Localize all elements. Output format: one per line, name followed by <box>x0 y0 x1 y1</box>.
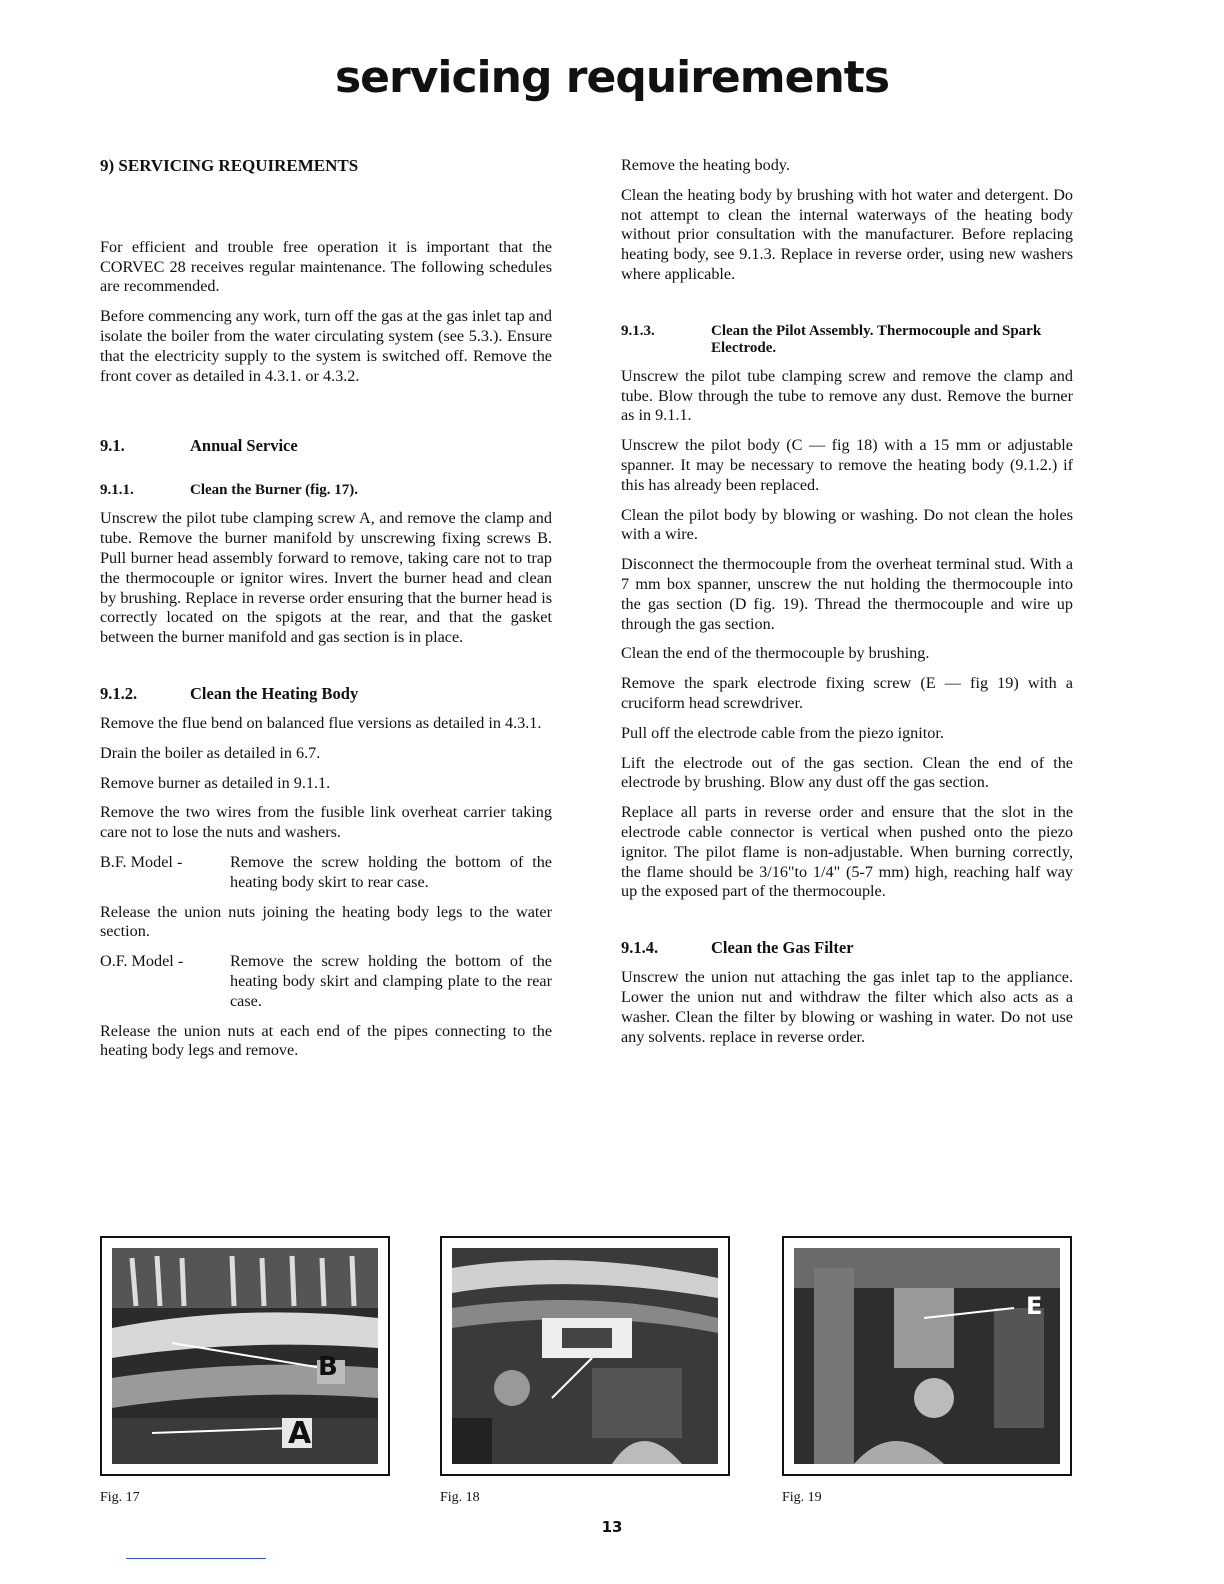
figure-17-photo <box>112 1248 378 1464</box>
gas-filter-paragraph: Unscrew the union nut attaching the gas inlet tap to the appliance. Lower the union nut and withdraw the filter which also acts as a washer. Clean the filter by blowing or washing in water. Do not use any solvents. replace in reverse order. <box>621 968 1073 1046</box>
pilot-step: Unscrew the pilot body (C — fig 18) with a 15 mm or adjustable spanner. It may be necessary to remove the heating body (9.1.2.) if this has already been replaced. <box>621 436 1073 494</box>
marker-e: E <box>1026 1292 1043 1320</box>
section-title: Annual Service <box>190 436 298 456</box>
pilot-step: Lift the electrode out of the gas section. Clean the end of the electrode by brushing. Blow any dust off the gas section. <box>621 753 1073 792</box>
model-label: O.F. Model - <box>100 952 184 971</box>
pilot-step: Pull off the electrode cable from the piezo ignitor. <box>621 723 944 742</box>
section-number: 9.1.3. <box>621 322 655 339</box>
figure-17 <box>100 1236 390 1476</box>
intro-paragraph: For efficient and trouble free operation it is important that the CORVEC 28 receives regular maintenance. The following schedules are recommended. <box>100 237 552 296</box>
pilot-step: Clean the end of the thermocouple by brushing. <box>621 644 930 663</box>
heating-body-step: Drain the boiler as detailed in 6.7. <box>100 743 321 762</box>
pilot-step: Disconnect the thermocouple from the overheat terminal stud. With a 7 mm box spanner, unscrew the nut holding the thermocouple into the gas section (D fig. 19). Thread the thermocouple and wire up through the gas section. <box>621 555 1073 633</box>
of-model-note <box>100 952 552 1011</box>
section-number: 9.1.2. <box>100 683 138 703</box>
precaution-paragraph: Before commencing any work, turn off the gas at the gas inlet tap and isolate the boiler from the water circulating system (see 5.3.). Ensure that the electricity supply to the system is switched off. Remove the front cover as detailed in 4.3.1. or 4.3.2. <box>100 307 552 385</box>
section-title: Clean the Burner (fig. 17). <box>190 482 359 499</box>
figure-18-photo <box>452 1248 718 1464</box>
section-number: 9.1. <box>100 436 125 456</box>
footer-rule <box>126 1558 266 1559</box>
heating-body-step: Remove the flue bend on balanced flue versions as detailed in 4.3.1. <box>100 713 542 732</box>
pilot-step: Clean the pilot body by blowing or washing. Do not clean the holes with a wire. <box>621 505 1073 544</box>
heating-body-step: Clean the heating body by brushing with hot water and detergent. Do not attempt to clean the internal waterways of the heating body without prior consultation with the manufacturer. Before replacing heating body, see 9.1.3. Replace in reverse order, using new washers where applicable. <box>621 185 1073 283</box>
figure-19 <box>782 1236 1072 1476</box>
pilot-step: Replace all parts in reverse order and ensure that the slot in the electrode cable connector is vertical when pushed onto the piezo ignitor. The pilot flame is non-adjustable. When burning correctly, the flame should be 3/16"to 1/4" (5-7 mm) high, reaching half way up the exposed part of the thermocouple. <box>621 803 1073 901</box>
right-column <box>621 156 1073 1057</box>
section-title: Clean the Heating Body <box>190 683 359 703</box>
page-number: 13 <box>601 1518 623 1536</box>
section-title: Clean the Pilot Assembly. Thermocouple and Spark Electrode. <box>711 322 1042 356</box>
section-9-1-3-heading <box>621 323 1073 357</box>
marker-b: B <box>318 1352 338 1382</box>
model-text: Remove the screw holding the bottom of the heating body skirt and clamping plate to the rear case. <box>230 952 552 1010</box>
heating-body-step: Release the union nuts at each end of the pipes connecting to the heating body legs and remove. <box>100 1021 552 1060</box>
section-heading: 9) SERVICING REQUIREMENTS <box>100 156 359 175</box>
electrode-photo-illustration <box>794 1248 1060 1464</box>
pilot-step: Remove the spark electrode fixing screw (E — fig 19) with a cruciform head screwdriver. <box>621 674 1073 712</box>
marker-a: A <box>288 1416 312 1451</box>
pilot-photo-illustration <box>452 1248 718 1464</box>
burner-cleaning-paragraph: Unscrew the pilot tube clamping screw A, and remove the clamp and tube. Remove the burner manifold by unscrewing fixing screws B. Pull burner head assembly forward to remove, taking care not to trap the thermocouple or ignitor wires. Invert the burner head and clean by brushing. Replace in reverse order ensuring that the burner head is correctly located on the spigots at the rear, and that the gasket between the burner manifold and gas section is in place. <box>100 509 552 647</box>
section-9-1-2-heading <box>100 684 552 704</box>
figure-18-caption: Fig. 18 <box>440 1490 480 1505</box>
model-label: B.F. Model - <box>100 852 183 871</box>
heating-body-step: Remove burner as detailed in 9.1.1. <box>100 773 331 792</box>
burner-photo-illustration <box>112 1248 378 1464</box>
heating-body-step: Release the union nuts joining the heating body legs to the water section. <box>100 902 552 941</box>
section-9-1-1-heading <box>100 482 552 499</box>
section-9-1-4-heading <box>621 938 1073 958</box>
left-column <box>100 156 552 1071</box>
figure-19-caption: Fig. 19 <box>782 1490 822 1505</box>
figure-17-caption: Fig. 17 <box>100 1490 140 1505</box>
section-9-1-heading <box>100 436 552 456</box>
model-text: Remove the screw holding the bottom of the heating body skirt to rear case. <box>230 852 552 891</box>
figure-19-photo <box>794 1248 1060 1464</box>
figure-18 <box>440 1236 730 1476</box>
page-title: servicing requirements <box>334 52 890 103</box>
pilot-step: Unscrew the pilot tube clamping screw and remove the clamp and tube. Blow through the tube to remove any dust. Remove the burner as in 9.1.1. <box>621 366 1073 425</box>
heating-body-step: Remove the heating body. <box>621 156 790 174</box>
section-title: Clean the Gas Filter <box>711 938 854 958</box>
section-number: 9.1.1. <box>100 482 134 499</box>
bf-model-note <box>100 853 552 893</box>
heating-body-step: Remove the two wires from the fusible link overheat carrier taking care not to lose the nuts and washers. <box>100 803 552 842</box>
section-number: 9.1.4. <box>621 938 659 958</box>
